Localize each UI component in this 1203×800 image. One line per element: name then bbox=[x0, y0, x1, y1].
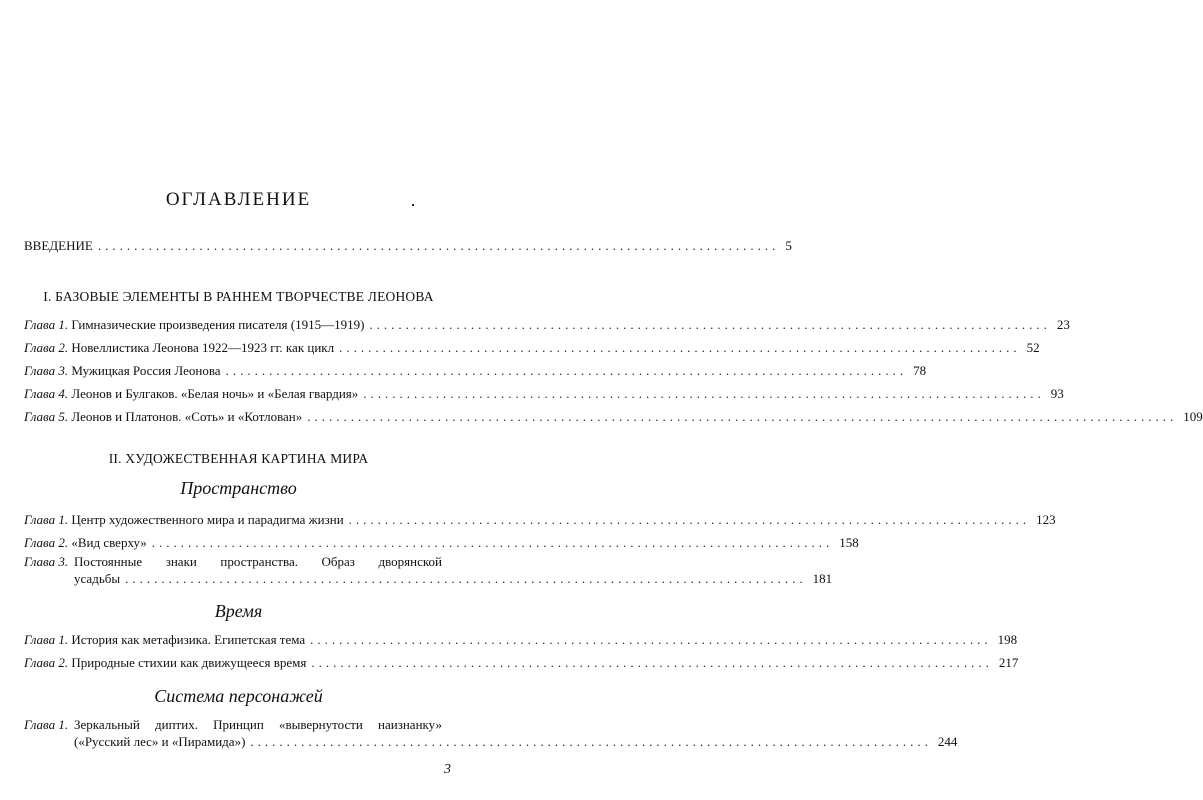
dot-leader: .............................................................................................. bbox=[125, 571, 807, 586]
chapter-prefix: Глава 5. bbox=[24, 409, 69, 424]
dot-leader: .............................................................................................. bbox=[310, 632, 992, 647]
toc-entry-label bbox=[24, 631, 305, 648]
chapter-title: Гимназические произведения писателя (1915—1919) bbox=[71, 317, 365, 332]
subsection-heading: Пространство bbox=[180, 478, 297, 498]
toc-entry-label: ВВЕДЕНИЕ bbox=[24, 238, 93, 253]
dot-leader: .............................................................................................. bbox=[311, 655, 993, 670]
toc-entry[interactable] bbox=[24, 511, 1056, 528]
chapter-title-line2: («Русский лес» и «Пирамида») bbox=[74, 734, 246, 749]
chapter-prefix: Глава 4. bbox=[24, 386, 69, 401]
toc-entry[interactable] bbox=[24, 316, 1070, 333]
toc-entry-page: 217 bbox=[998, 655, 1019, 670]
chapter-prefix: Глава 1. bbox=[24, 317, 69, 332]
toc-entry-page: 52 bbox=[1026, 340, 1040, 355]
chapter-prefix: Глава 1. bbox=[24, 512, 69, 527]
dot-leader: .............................................................................................. bbox=[363, 386, 1045, 401]
toc-entry-label bbox=[24, 511, 344, 528]
dot-leader: .............................................................................................. bbox=[97, 238, 780, 253]
toc-entry[interactable] bbox=[24, 654, 1019, 671]
chapter-prefix: Глава 2. bbox=[24, 535, 69, 550]
toc-entry-page: 93 bbox=[1050, 386, 1064, 401]
toc-entry-page: 23 bbox=[1056, 317, 1070, 332]
chapter-title: «Вид сверху» bbox=[71, 535, 147, 550]
chapter-prefix: Глава 3. bbox=[24, 363, 69, 378]
dot-leader: .............................................................................................. bbox=[250, 734, 932, 749]
chapter-title: Природные стихии как движущееся время bbox=[71, 655, 307, 670]
subsection-heading: Время bbox=[214, 601, 263, 621]
toc-entry[interactable] bbox=[24, 362, 927, 379]
dot-leader: .............................................................................................. bbox=[225, 363, 908, 378]
toc-entry-page: 198 bbox=[997, 632, 1018, 647]
toc-entry-page: 123 bbox=[1036, 512, 1056, 527]
toc-entry-page: 244 bbox=[937, 734, 958, 749]
chapter-title: Центр художественного мира и парадигма жизни bbox=[71, 512, 344, 527]
toc-entry[interactable] bbox=[24, 716, 958, 756]
toc-entry-label bbox=[24, 385, 358, 402]
chapter-title-line1: Зеркальный диптих. Принцип «вывернутости наизнанку» bbox=[74, 717, 442, 732]
part-heading: I. БАЗОВЫЕ ЭЛЕМЕНТЫ В РАННЕМ ТВОРЧЕСТВЕ ЛЕОНОВА bbox=[43, 289, 434, 304]
toc-entry-page: 5 bbox=[785, 238, 792, 253]
chapter-prefix: Глава 3. bbox=[24, 554, 69, 569]
chapter-title-line1: Постоянные знаки пространства. Образ дворянской bbox=[74, 554, 442, 569]
dot-leader: .............................................................................................. bbox=[151, 535, 834, 550]
toc-entry-label bbox=[24, 339, 334, 356]
chapter-prefix: Глава 1. bbox=[24, 717, 69, 732]
toc-entry-label bbox=[24, 654, 306, 671]
toc-entry-page: 181 bbox=[812, 571, 833, 586]
toc-entry-intro[interactable] bbox=[24, 237, 792, 254]
toc-entry-label bbox=[24, 316, 364, 333]
dot-leader: .............................................................................................. bbox=[339, 340, 1021, 355]
chapter-title: Леонов и Платонов. «Соть» и «Котлован» bbox=[71, 409, 303, 424]
toc-entry-label bbox=[24, 534, 147, 551]
toc-entry-page: 78 bbox=[913, 363, 927, 378]
toc-entry[interactable] bbox=[24, 553, 833, 593]
toc-entry-label bbox=[24, 362, 221, 379]
subsection-heading: Система персонажей bbox=[154, 686, 323, 706]
toc-entry-page: 109 bbox=[1183, 409, 1203, 424]
chapter-prefix: Глава 1. bbox=[24, 632, 69, 647]
chapter-prefix: Глава 2. bbox=[24, 655, 69, 670]
chapter-title-line2: усадьбы bbox=[74, 571, 121, 586]
toc-entry[interactable] bbox=[24, 408, 1203, 425]
dot-leader: .............................................................................................. bbox=[369, 317, 1051, 332]
print-speck bbox=[412, 204, 414, 206]
chapter-title: Мужицкая Россия Леонова bbox=[71, 363, 221, 378]
chapter-title: Новеллистика Леонова 1922—1923 гг. как цикл bbox=[71, 340, 335, 355]
page-number: 3 bbox=[444, 762, 451, 777]
toc-entry[interactable] bbox=[24, 631, 1018, 648]
toc-entry-label bbox=[24, 408, 302, 425]
toc-entry-page: 158 bbox=[839, 535, 859, 550]
chapter-title: Леонов и Булгаков. «Белая ночь» и «Белая гвардия» bbox=[71, 386, 359, 401]
toc-entry[interactable] bbox=[24, 534, 859, 551]
chapter-title: История как метафизика. Египетская тема bbox=[71, 632, 306, 647]
toc-entry[interactable] bbox=[24, 385, 1064, 402]
page-title: ОГЛАВЛЕНИЕ bbox=[165, 189, 312, 210]
toc-entry[interactable] bbox=[24, 339, 1040, 356]
dot-leader: .............................................................................................. bbox=[348, 512, 1031, 527]
chapter-prefix: Глава 2. bbox=[24, 340, 69, 355]
dot-leader: ........................................................................................................................ bbox=[307, 409, 1178, 424]
part-heading: II. ХУДОЖЕСТВЕННАЯ КАРТИНА МИРА bbox=[108, 451, 369, 466]
